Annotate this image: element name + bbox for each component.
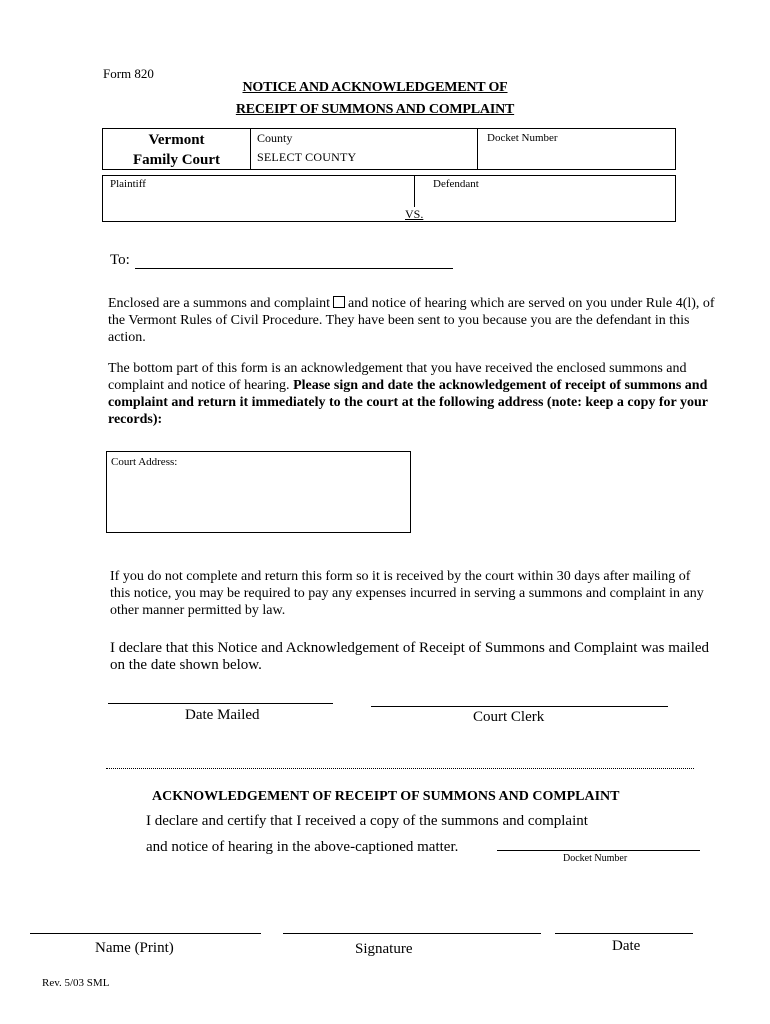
versus-label: VS. [405,207,424,221]
form-title-line1: NOTICE AND ACKNOWLEDGEMENT OF [242,80,508,95]
enclosed-paragraph [108,295,718,346]
revision-note: Rev. 5/03 SML [42,977,110,989]
court-address-box[interactable] [106,451,411,533]
instructions-bold-text: Please sign and date the acknowledgement of receipt of summons and complaint and return it immediately to the court at the following address (note: keep a copy for your records): [108,378,708,427]
declaration-paragraph: I declare that this Notice and Acknowledgement of Receipt of Summons and Complaint was mailed on the date shown below. [110,640,710,673]
county-select[interactable]: SELECT COUNTY [257,150,357,164]
instructions-text: The bottom part of this form is an acknowledgement that you have received the enclosed summons and complaint and notice of hearing. [108,361,687,393]
deadline-paragraph: If you do not complete and return this form so it is received by the court within 30 days after mailing of this notice, you may be required to pay any expenses incurred in serving a summons and complaint in any other manner permitted by law. [110,569,704,618]
caption-header-box [102,128,676,170]
to-label: To: [110,252,130,268]
parties-box [102,175,676,222]
date-mailed-label: Date Mailed [185,707,260,723]
ack-date-label: Date [612,938,641,954]
name-print-line[interactable] [30,933,261,934]
court-address-label: Court Address: [111,456,178,468]
docket-number-label: Docket Number [487,132,558,144]
court-clerk-label: Court Clerk [473,709,545,725]
name-print-label: Name (Print) [95,940,174,956]
acknowledgement-title: ACKNOWLEDGEMENT OF RECEIPT OF SUMMONS AND COMPLAINT [152,789,620,804]
notice-of-hearing-checkbox[interactable] [333,296,345,308]
date-mailed-line[interactable] [108,703,333,704]
court-name-line2: Family Court [132,152,221,168]
parties-divider [414,176,415,207]
plaintiff-label: Plaintiff [110,178,146,190]
court-clerk-line[interactable] [371,706,668,707]
instructions-paragraph [108,360,718,428]
enclosed-text-part1: Enclosed are a summons and complaint [108,296,330,311]
signature-line[interactable] [283,933,541,934]
county-label: County [257,131,293,145]
form-title-line2: RECEIPT OF SUMMONS AND COMPLAINT [235,102,515,117]
acknowledgement-line1: I declare and certify that I received a copy of the summons and complaint [146,813,588,829]
form-number: Form 820 [103,66,154,81]
county-field[interactable] [250,129,478,169]
acknowledgement-line2: and notice of hearing in the above-captioned matter. [146,839,459,855]
to-input-line[interactable] [135,268,453,269]
ack-date-line[interactable] [555,933,693,934]
ack-docket-number-label: Docket Number [563,853,628,864]
signature-label: Signature [355,941,413,957]
cut-line [106,768,694,769]
defendant-label: Defendant [433,178,479,190]
docket-number-field[interactable] [477,129,675,169]
enclosed-text-part2: and notice of hearing which are served on you under Rule 4(l), of the Vermont Rules of Civil Procedure. They have been sent to you because you are the defendant in this action. [108,296,715,345]
ack-docket-number-line[interactable] [497,850,700,851]
court-name [103,129,251,170]
court-name-line1: Vermont [148,132,205,148]
